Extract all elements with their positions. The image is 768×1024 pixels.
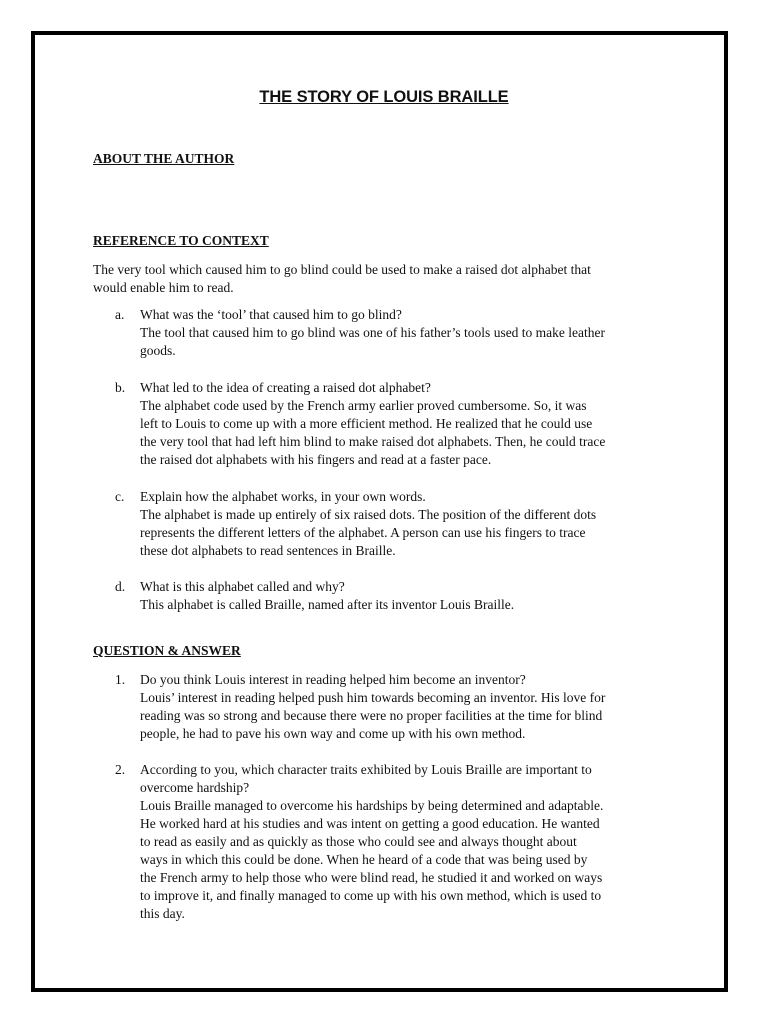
list-marker: b. — [115, 380, 126, 395]
question-answer-heading: QUESTION & ANSWER — [93, 643, 241, 658]
list-marker: 2. — [115, 762, 126, 777]
answer-line: goods. — [140, 343, 176, 358]
question-line: What is this alphabet called and why? — [140, 579, 345, 594]
reference-intro-paragraph — [93, 261, 683, 297]
answer-line: The tool that caused him to go blind was one of his father’s tools used to make leather — [140, 325, 606, 340]
about-author-heading: ABOUT THE AUTHOR — [93, 151, 235, 166]
list-marker: c. — [115, 489, 125, 504]
answer-line: ways in which this could be done. When he heard of a code that was being used by — [140, 852, 588, 867]
answer-line: to improve it, and finally managed to come up with his own method, which is used to — [140, 888, 602, 903]
question-line: overcome hardship? — [140, 780, 250, 795]
answer-line: the raised dot alphabets with his fingers and read at a faster pace. — [140, 452, 492, 467]
list-item-body — [140, 671, 685, 743]
answer-line: He worked hard at his studies and was intent on getting a good education. He wanted — [140, 816, 600, 831]
list-marker: 1. — [115, 672, 126, 687]
question-line: Do you think Louis interest in reading helped him become an inventor? — [140, 672, 526, 687]
answer-line: Louis Braille managed to overcome his hardships by being determined and adaptable. — [140, 798, 604, 813]
answer-line: these dot alphabets to read sentences in Braille. — [140, 543, 396, 558]
question-line: What led to the idea of creating a raised dot alphabet? — [140, 380, 431, 395]
answer-line: represents the different letters of the alphabet. A person can use his fingers to trace — [140, 525, 586, 540]
answer-line: reading was so strong and because there were no proper facilities at the time for blind — [140, 708, 603, 723]
answer-line: this day. — [140, 906, 185, 921]
list-item-body — [140, 379, 685, 469]
question-line: What was the ‘tool’ that caused him to go blind? — [140, 307, 402, 322]
list-marker: a. — [115, 307, 125, 322]
answer-line: to read as easily and as quickly as those who could see and always thought about — [140, 834, 577, 849]
text-line: The very tool which caused him to go blind could be used to make a raised dot alphabet that — [93, 262, 591, 277]
reference-context-heading: REFERENCE TO CONTEXT — [93, 233, 269, 248]
answer-line: The alphabet is made up entirely of six raised dots. The position of the different dots — [140, 507, 597, 522]
answer-line: This alphabet is called Braille, named after its inventor Louis Braille. — [140, 597, 515, 612]
list-item-body — [140, 578, 685, 614]
answer-line: The alphabet code used by the French army earlier proved cumbersome. So, it was — [140, 398, 587, 413]
answer-line: the very tool that had left him blind to make raised dot alphabets. Then, he could trace — [140, 434, 606, 449]
answer-line: people, he had to pave his own way and come up with his own method. — [140, 726, 526, 741]
answer-line: Louis’ interest in reading helped push him towards becoming an inventor. His love for — [140, 690, 606, 705]
question-line: Explain how the alphabet works, in your own words. — [140, 489, 426, 504]
list-marker: d. — [115, 579, 126, 594]
document-title: THE STORY OF LOUIS BRAILLE — [259, 88, 509, 106]
list-item-body — [140, 761, 685, 923]
list-item-body — [140, 488, 685, 560]
answer-line: left to Louis to come up with a more efficient method. He realized that he could use — [140, 416, 593, 431]
text-line: would enable him to read. — [93, 280, 234, 295]
answer-line: the French army to help those who were blind read, he studied it and worked on ways — [140, 870, 603, 885]
question-line: According to you, which character traits exhibited by Louis Braille are important to — [140, 762, 592, 777]
list-item-body — [140, 306, 685, 360]
